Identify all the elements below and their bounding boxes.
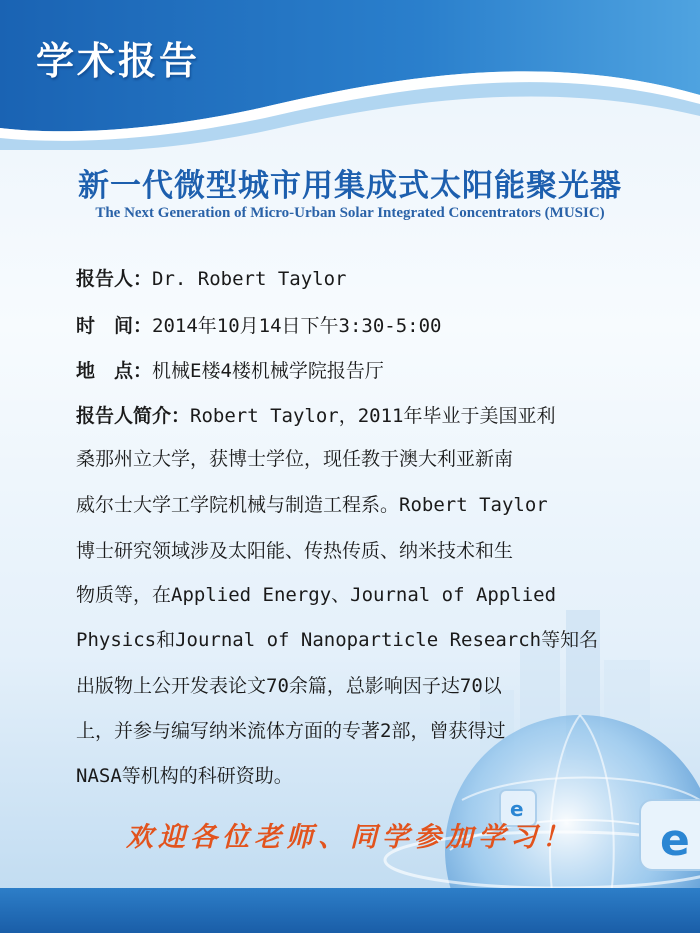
bio-line: 桑那州立大学，获博士学位，现任教于澳大利亚新南 xyxy=(76,448,514,470)
place-row xyxy=(76,356,384,383)
bio-line: Physics和Journal of Nanoparticle Research等知名 xyxy=(76,629,599,651)
place-label: 地 点： xyxy=(76,360,153,382)
bio-line: 出版物上公开发表论文70余篇，总影响因子达70以 xyxy=(76,675,502,697)
welcome-message: 欢迎各位老师、同学参加学习！ xyxy=(126,822,574,853)
time-value: 2014年10月14日下午3:30-5:00 xyxy=(152,315,442,337)
bio-line: 物质等，在Applied Energy、Journal of Applied xyxy=(76,584,557,606)
talk-title-en: The Next Generation of Micro-Urban Solar Integrated Concentrators (MUSIC) xyxy=(95,205,605,221)
speaker-label: 报告人： xyxy=(76,268,153,290)
header-title: 学术报告 xyxy=(36,39,201,83)
svg-text:e: e xyxy=(660,815,690,866)
bio-first-row xyxy=(76,401,555,428)
bio-first-text: Robert Taylor，2011年毕业于美国亚利 xyxy=(190,405,556,427)
speaker-row xyxy=(76,264,346,291)
speaker-value: Dr. Robert Taylor xyxy=(152,268,347,290)
talk-title-cn: 新一代微型城市用集成式太阳能聚光器 xyxy=(78,168,622,204)
bio-line: 博士研究领域涉及太阳能、传热传质、纳米技术和生 xyxy=(76,540,514,562)
bio-line: 威尔士大学工学院机械与制造工程系。Robert Taylor xyxy=(76,494,548,516)
bio-line: 上，并参与编写纳米流体方面的专著2部，曾获得过 xyxy=(76,720,506,742)
time-row xyxy=(76,311,441,338)
bio-label: 报告人简介： xyxy=(76,405,191,427)
place-value: 机械E楼4楼机械学院报告厅 xyxy=(152,360,384,382)
svg-text:e: e xyxy=(510,797,524,821)
time-label: 时 间： xyxy=(76,315,153,337)
bio-line: NASA等机构的科研资助。 xyxy=(76,765,293,787)
footer-band xyxy=(0,888,700,933)
